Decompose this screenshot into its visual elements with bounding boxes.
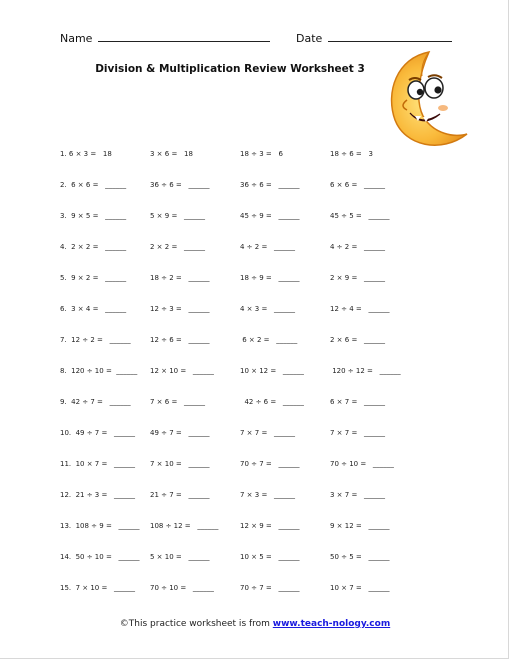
problem-item: 49 ÷ 7 = ______	[150, 429, 210, 437]
problem-item: 10 × 7 = ______	[330, 584, 390, 592]
problem-item: 1. 6 × 3 = 18	[60, 150, 112, 158]
problem-item: 2. 6 × 6 = ______	[60, 181, 127, 189]
problem-item: 5. 9 × 2 = ______	[60, 274, 127, 282]
name-label: Name	[60, 32, 93, 45]
problem-item: 42 ÷ 6 = ______	[240, 398, 304, 406]
date-blank-line	[328, 30, 452, 42]
problem-item: 5 × 9 = ______	[150, 212, 205, 220]
problem-item: 7 × 6 = ______	[150, 398, 205, 406]
name-field	[60, 30, 270, 45]
problem-item: 7 × 10 = ______	[150, 460, 210, 468]
problem-item: 5 × 10 = ______	[150, 553, 210, 561]
problem-item: 12 ÷ 3 = ______	[150, 305, 210, 313]
problem-item: 12. 21 ÷ 3 = ______	[60, 491, 136, 499]
problem-item: 2 × 9 = ______	[330, 274, 385, 282]
problem-item: 70 ÷ 7 = ______	[240, 460, 300, 468]
problem-item: 9. 42 ÷ 7 = ______	[60, 398, 131, 406]
problem-item: 3 × 6 = 18	[150, 150, 193, 158]
website-link[interactable]: www.teach-nology.com	[272, 619, 391, 629]
problem-item: 6 × 6 = ______	[330, 181, 385, 189]
problem-item: 36 ÷ 6 = ______	[150, 181, 210, 189]
problem-item: 12 × 10 = ______	[150, 367, 214, 375]
problem-item: 4 ÷ 2 = ______	[330, 243, 385, 251]
date-label: Date	[296, 32, 323, 45]
problem-item: 11. 10 × 7 = ______	[60, 460, 136, 468]
problem-item: 8. 120 ÷ 10 = ______	[60, 367, 138, 375]
problem-item: 7 × 3 = ______	[240, 491, 295, 499]
problem-item: 6 × 7 = ______	[330, 398, 385, 406]
problem-item: 45 ÷ 9 = ______	[240, 212, 300, 220]
date-field	[296, 30, 452, 45]
problem-item: 14. 50 ÷ 10 = ______	[60, 553, 140, 561]
problem-item: 3. 9 × 5 = ______	[60, 212, 127, 220]
problem-item: 18 ÷ 6 = 3	[330, 150, 373, 158]
problem-item: 7 × 7 = ______	[240, 429, 295, 437]
footer-credit	[0, 619, 510, 629]
problem-item: 45 ÷ 5 = ______	[330, 212, 390, 220]
problem-item: 3 × 7 = ______	[330, 491, 385, 499]
problem-item: 120 ÷ 12 = ______	[330, 367, 401, 375]
problem-item: 12 ÷ 6 = ______	[150, 336, 210, 344]
problem-item: 6 × 2 = ______	[240, 336, 298, 344]
problem-item: 18 ÷ 9 = ______	[240, 274, 300, 282]
problem-item: 70 ÷ 10 = ______	[150, 584, 214, 592]
problem-item: 108 ÷ 12 = ______	[150, 522, 219, 530]
problem-item: 9 × 12 = ______	[330, 522, 390, 530]
problem-item: 10 × 5 = ______	[240, 553, 300, 561]
problem-item: 12 ÷ 4 = ______	[330, 305, 390, 313]
problem-item: 6. 3 × 4 = ______	[60, 305, 127, 313]
worksheet-title: Division & Multiplication Review Worksheet 3	[95, 63, 365, 75]
problem-item: 70 ÷ 10 = ______	[330, 460, 394, 468]
problem-item: 50 ÷ 5 = ______	[330, 553, 390, 561]
problem-item: 18 ÷ 3 = 6	[240, 150, 283, 158]
problem-item: 12 × 9 = ______	[240, 522, 300, 530]
crescent-moon-icon	[385, 50, 475, 152]
problem-item: 2 × 6 = ______	[330, 336, 385, 344]
problem-item: 36 ÷ 6 = ______	[240, 181, 300, 189]
problem-item: 21 ÷ 7 = ______	[150, 491, 210, 499]
problem-item: 13. 108 ÷ 9 = ______	[60, 522, 140, 530]
problem-item: 10 × 12 = ______	[240, 367, 304, 375]
problem-item: 7. 12 ÷ 2 = ______	[60, 336, 131, 344]
footer-prefix: ©This practice worksheet is from	[119, 619, 273, 629]
problem-item: 70 ÷ 7 = ______	[240, 584, 300, 592]
problem-item: 15. 7 × 10 = ______	[60, 584, 136, 592]
problem-item: 4 × 3 = ______	[240, 305, 295, 313]
name-blank-line	[98, 30, 270, 42]
problem-item: 4. 2 × 2 = ______	[60, 243, 127, 251]
problem-item: 18 ÷ 2 = ______	[150, 274, 210, 282]
problem-item: 7 × 7 = ______	[330, 429, 385, 437]
problem-item: 4 ÷ 2 = ______	[240, 243, 295, 251]
problem-item: 2 × 2 = ______	[150, 243, 205, 251]
problem-item: 10. 49 ÷ 7 = ______	[60, 429, 136, 437]
